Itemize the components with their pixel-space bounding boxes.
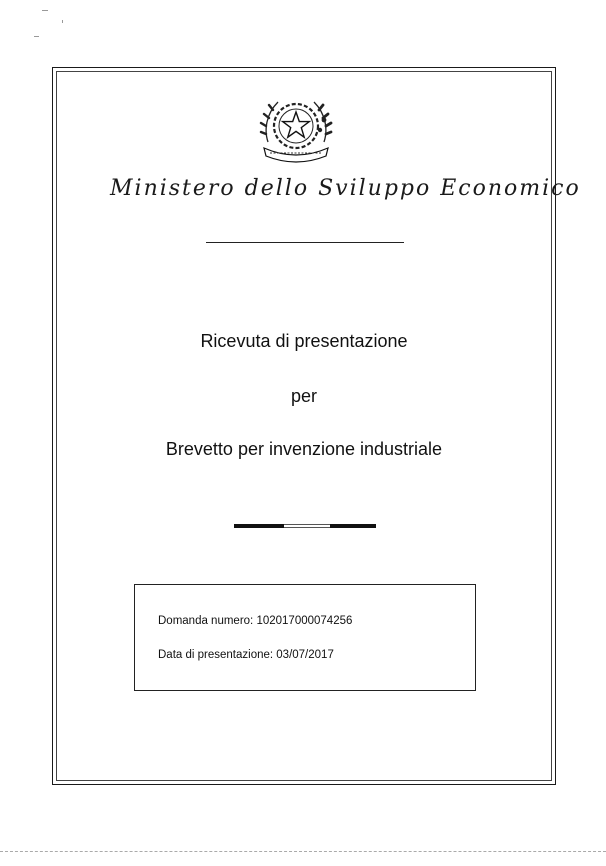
decorative-rule-gap xyxy=(284,524,330,528)
decorative-rule xyxy=(234,524,376,528)
filing-date-value: 03/07/2017 xyxy=(276,649,334,661)
filing-date-label: Data di presentazione: xyxy=(158,649,274,661)
application-number-label: Domanda numero: xyxy=(158,615,254,627)
document-title: Ricevuta di presentazione xyxy=(200,331,408,351)
italian-republic-emblem-icon xyxy=(254,90,338,168)
scan-speck xyxy=(42,10,48,11)
document-connector: per xyxy=(290,386,317,406)
document-subject: Brevetto per invenzione industriale xyxy=(165,439,443,459)
scan-speck xyxy=(34,36,39,37)
scan-speck xyxy=(62,20,63,23)
application-number-value: 102017000074256 xyxy=(256,615,353,627)
header-rule xyxy=(206,242,404,243)
scan-edge-line xyxy=(0,851,606,852)
ministry-name: Ministero dello Sviluppo Economico xyxy=(110,176,581,201)
application-number-row xyxy=(158,615,352,627)
filing-date-row xyxy=(158,649,334,661)
application-info-box xyxy=(134,584,476,691)
